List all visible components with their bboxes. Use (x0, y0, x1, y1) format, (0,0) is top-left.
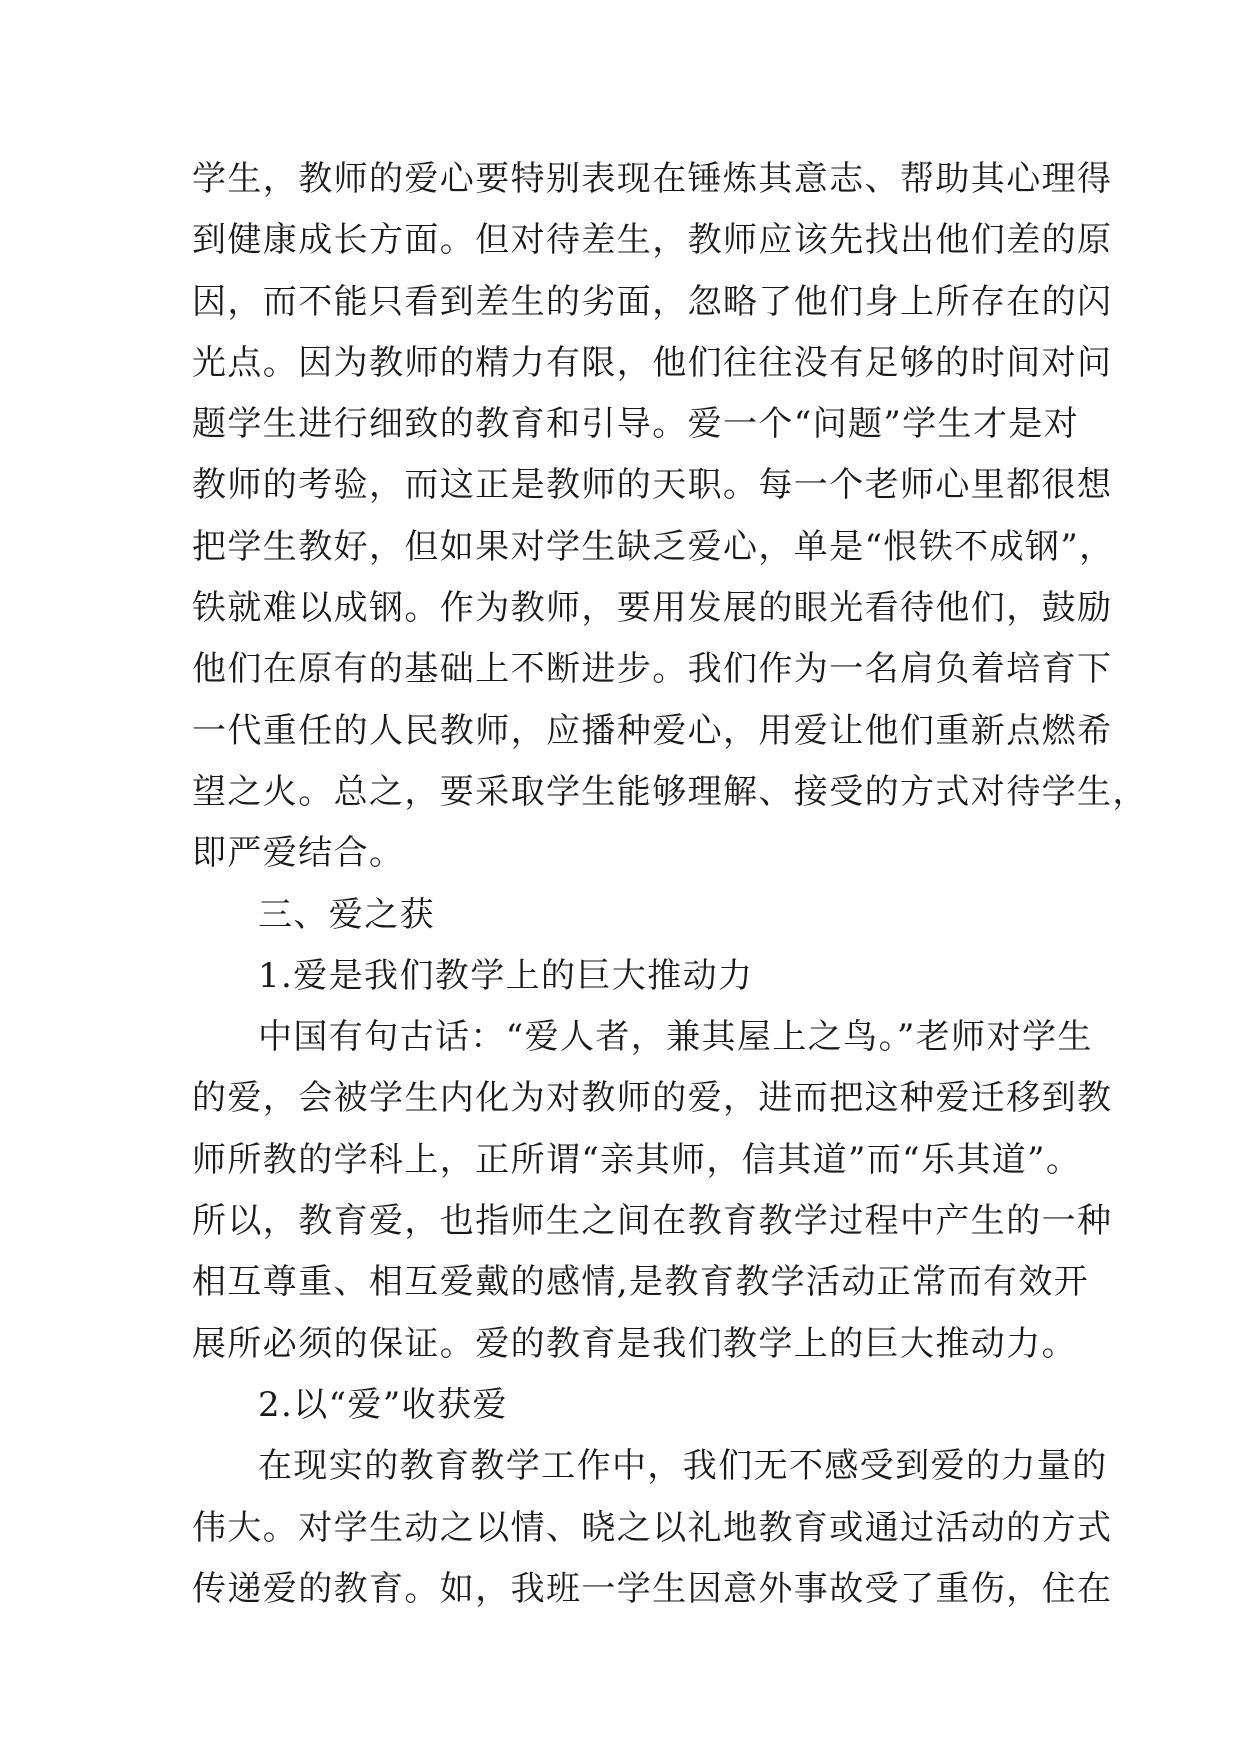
text-line: 因，而不能只看到差生的劣面，忽略了他们身上所存在的闪 (192, 281, 1113, 322)
text-line: 一代重任的人民教师，应播种爱心，用爱让他们重新点燃希 (192, 710, 1113, 751)
text-line: 传递爱的教育。如，我班一学生因意外事故受了重伤，住在 (192, 1568, 1113, 1609)
text-line: 即严爱结合。 (192, 833, 405, 874)
text-line: 师所教的学科上，正所谓“亲其师，信其道”而“乐其道”。 (192, 1139, 1082, 1180)
text-line: 的爱，会被学生内化为对教师的爱，进而把这种爱迁移到教 (192, 1078, 1113, 1119)
text-line: 所以，教育爱，也指师生之间在教育教学过程中产生的一种 (192, 1201, 1113, 1242)
text-line: 展所必须的保证。爱的教育是我们教学上的巨大推动力。 (192, 1323, 1077, 1364)
text-line: 2.以“爱”收获爱 (258, 1384, 508, 1425)
text-line: 铁就难以成钢。作为教师，要用发展的眼光看待他们，鼓励 (192, 588, 1113, 629)
text-line: 光点。因为教师的精力有限，他们往往没有足够的时间对问 (192, 342, 1113, 383)
body-text (192, 149, 1148, 1620)
text-line: 相互尊重、相互爱戴的感情,是教育教学活动正常而有效开 (192, 1262, 1090, 1303)
text-line: 在现实的教育教学工作中，我们无不感受到爱的力量的 (258, 1446, 1108, 1487)
text-line: 教师的考验，而这正是教师的天职。每一个老师心里都很想 (192, 465, 1113, 506)
text-line: 中国有句古话：“爱人者，兼其屋上之鸟。”老师对学生 (258, 1017, 1093, 1058)
text-line: 他们在原有的基础上不断进步。我们作为一名肩负着培育下 (192, 649, 1113, 690)
text-line: 望之火。总之，要采取学生能够理解、接受的方式对待学生， (192, 771, 1148, 812)
text-line: 学生，教师的爱心要特别表现在锤炼其意志、帮助其心理得 (192, 159, 1113, 199)
text-line: 把学生教好，但如果对学生缺乏爱心，单是“恨铁不成钢”， (192, 526, 1115, 567)
text-line: 到健康成长方面。但对待差生，教师应该先找出他们差的原 (192, 220, 1113, 261)
text-line: 三、爱之获 (258, 894, 435, 935)
text-line: 题学生进行细致的教育和引导。爱一个“问题”学生才是对 (192, 404, 1080, 445)
text-line: 伟大。对学生动之以情、晓之以礼地教育或通过活动的方式 (192, 1507, 1113, 1548)
text-line: 1.爱是我们教学上的巨大推动力 (258, 955, 754, 996)
